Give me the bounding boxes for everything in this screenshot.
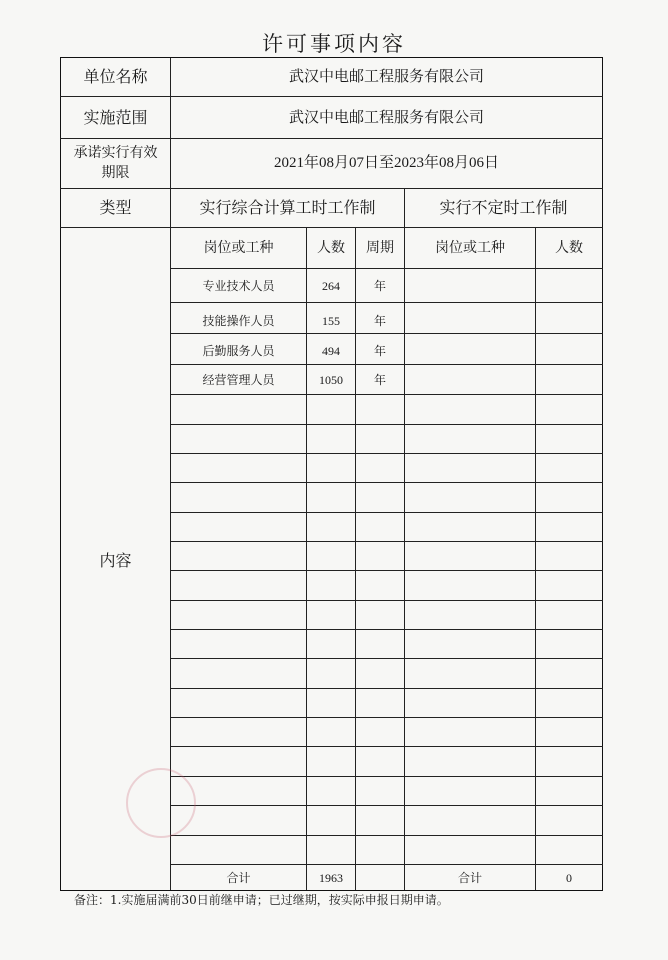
table-row-count: 494 [322,344,340,358]
table-row-position: 专业技术人员 [202,279,275,293]
grid-row-line [170,394,603,395]
grid-row-line [170,541,603,542]
comp-header-position: 岗位或工种 [203,240,274,256]
grid-row-line [170,658,603,659]
grid-row-line [170,268,603,269]
table-row-period: 年 [373,314,386,328]
validity-label-line2: 期限 [101,165,130,181]
official-seal [126,768,196,838]
grid-row-line [170,688,603,689]
validity-label-line1: 承诺实行有效 [73,145,158,161]
validity-label [61,143,170,183]
grid-row-line [170,629,603,630]
content-label: 内容 [99,551,132,570]
table-row-position: 技能操作人员 [202,314,275,328]
grid-row-line [170,746,603,747]
comp-header-period: 周期 [366,240,394,256]
grid-row-line [170,776,603,777]
table-row-position: 后勤服务人员 [202,344,275,358]
grid-row-line [170,835,603,836]
table-row-period: 年 [373,344,386,358]
grid-row-line [170,805,603,806]
irr-header-position: 岗位或工种 [435,240,505,256]
grid-row-line [170,717,603,718]
scope-value: 武汉中电邮工程服务有限公司 [288,108,484,126]
comprehensive-type: 实行综合计算工时工作制 [199,198,376,217]
validity-value: 2021年08月07日至2023年08月06日 [273,155,499,171]
grid-row-line [170,302,603,303]
irr-total-label: 合计 [457,871,482,885]
grid-row-line [170,424,603,425]
grid-row-line [170,570,603,571]
table-row-position: 经营管理人员 [202,373,275,387]
irr-total-value: 0 [566,871,572,885]
page-title: 许可事项内容 [262,32,406,56]
comp-total-label: 合计 [226,871,251,885]
scope-label: 实施范围 [83,108,148,127]
grid-row-line [170,864,603,865]
unit-name-value: 武汉中电邮工程服务有限公司 [288,67,484,85]
table-row-period: 年 [373,373,386,387]
table-row-count: 264 [322,279,340,293]
grid-row-line [170,453,603,454]
grid-row-line [170,600,603,601]
type-label: 类型 [99,198,132,217]
table-row-count: 1050 [319,373,343,387]
irregular-type: 实行不定时工作制 [439,198,568,217]
footnote: 备注：1.实施届满前30日前继申请；已过继期，按实际申报日期申请。 [74,893,449,907]
grid-row-line [170,512,603,513]
comp-total-value: 1963 [319,871,343,885]
irr-header-count: 人数 [555,240,583,256]
table-row-count: 155 [322,314,340,328]
comp-header-count: 人数 [317,240,345,256]
grid-row-line [170,482,603,483]
unit-name-label: 单位名称 [83,67,148,86]
table-row-period: 年 [373,279,386,293]
